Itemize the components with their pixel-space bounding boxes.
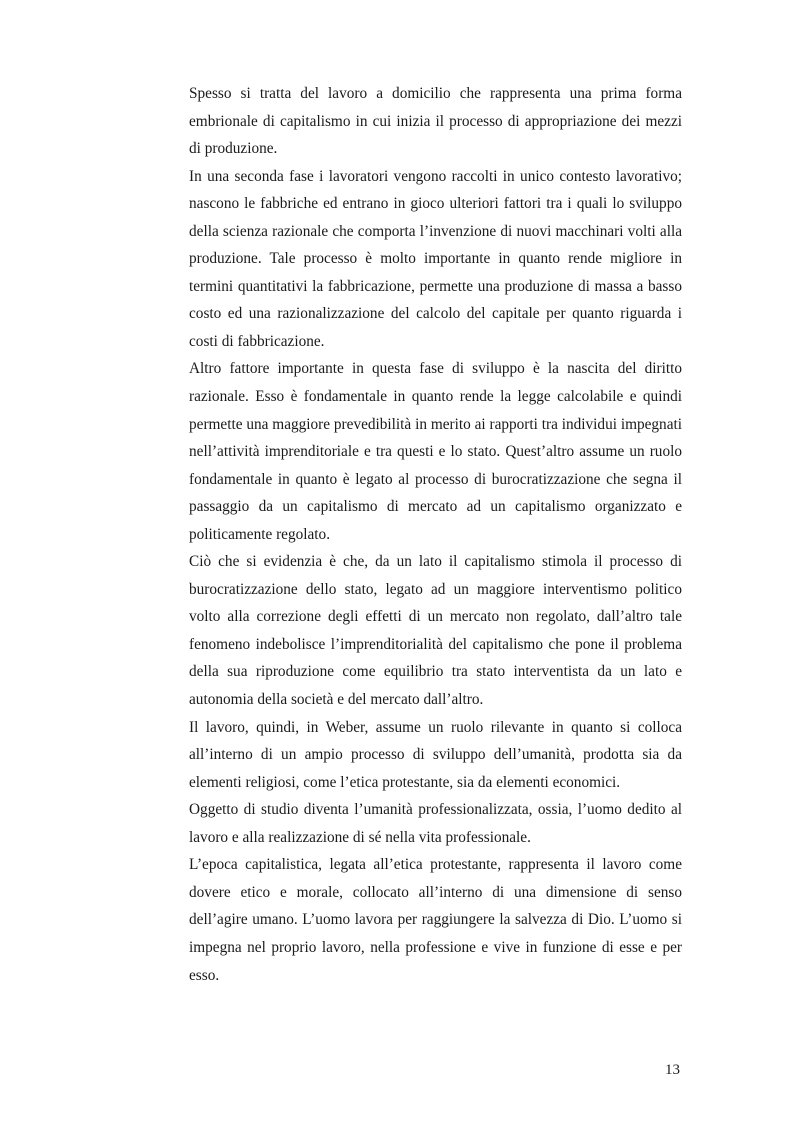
paragraph-second-phase: In una seconda fase i lavoratori vengono raccolti in unico contesto lavorativo; nascono le fabbriche ed entrano in gioco ulteriori fattori tra i quali lo sviluppo della scienza razionale che comporta l’invenzione di nuovi macchinari volti alla produzione. Tale processo è molto importante in quanto rende migliore in termini quantitativi la fabbricazione, permette una produzione di massa a basso costo ed una razionalizzazione del calcolo del capitale per quanto riguarda i costi di fabbricazione. <box>189 167 682 350</box>
paragraph-weber-work: Il lavoro, quindi, in Weber, assume un ruolo rilevante in quanto si colloca all’interno di un ampio processo di sviluppo dell’umanità, prodotta sia da elementi religiosi, come l’etica protestante, sia da elementi economici. <box>189 718 682 791</box>
paragraph-professional-humanity: Oggetto di studio diventa l’umanità professionalizzata, ossia, l’uomo dedito al lavoro e alla realizzazione di sé nella vita professionale. <box>189 801 682 846</box>
paragraph-home-work: Spesso si tratta del lavoro a domicilio che rappresenta una prima forma embrionale di capitalismo in cui inizia il processo di appropriazione dei mezzi di produzione. <box>189 85 682 158</box>
page-number: 13 <box>665 1062 680 1078</box>
page-body <box>189 80 682 989</box>
paragraph-bureaucratization: Ciò che si evidenzia è che, da un lato il capitalismo stimola il processo di burocratizzazione dello stato, legato ad un maggiore interventismo politico volto alla correzione degli effetti di un mercato non regolato, dall’altro tale fenomeno indebolisce l’imprenditorialità del capitalismo che pone il problema della sua riproduzione come equilibrio tra stato interventista da un lato e autonomia della società e del mercato dall’altro. <box>189 553 682 709</box>
paragraph-capitalist-era: L’epoca capitalistica, legata all’etica protestante, rappresenta il lavoro come dovere etico e morale, collocato all’interno di una dimensione di senso dell’agire umano. L’uomo lavora per raggiungere la salvezza di Dio. L’uomo si impegna nel proprio lavoro, nella professione e vive in funzione di esse e per esso. <box>189 856 682 984</box>
paragraph-rational-law: Altro fattore importante in questa fase di sviluppo è la nascita del diritto razionale. Esso è fondamentale in quanto rende la legge calcolabile e quindi permette una maggiore prevedibilità in merito ai rapporti tra individui impegnati nell’attività imprenditoriale e tra questi e lo stato. Quest’altro assume un ruolo fondamentale in quanto è legato al processo di burocratizzazione che segna il passaggio da un capitalismo di mercato ad un capitalismo organizzato e politicamente regolato. <box>189 360 682 543</box>
